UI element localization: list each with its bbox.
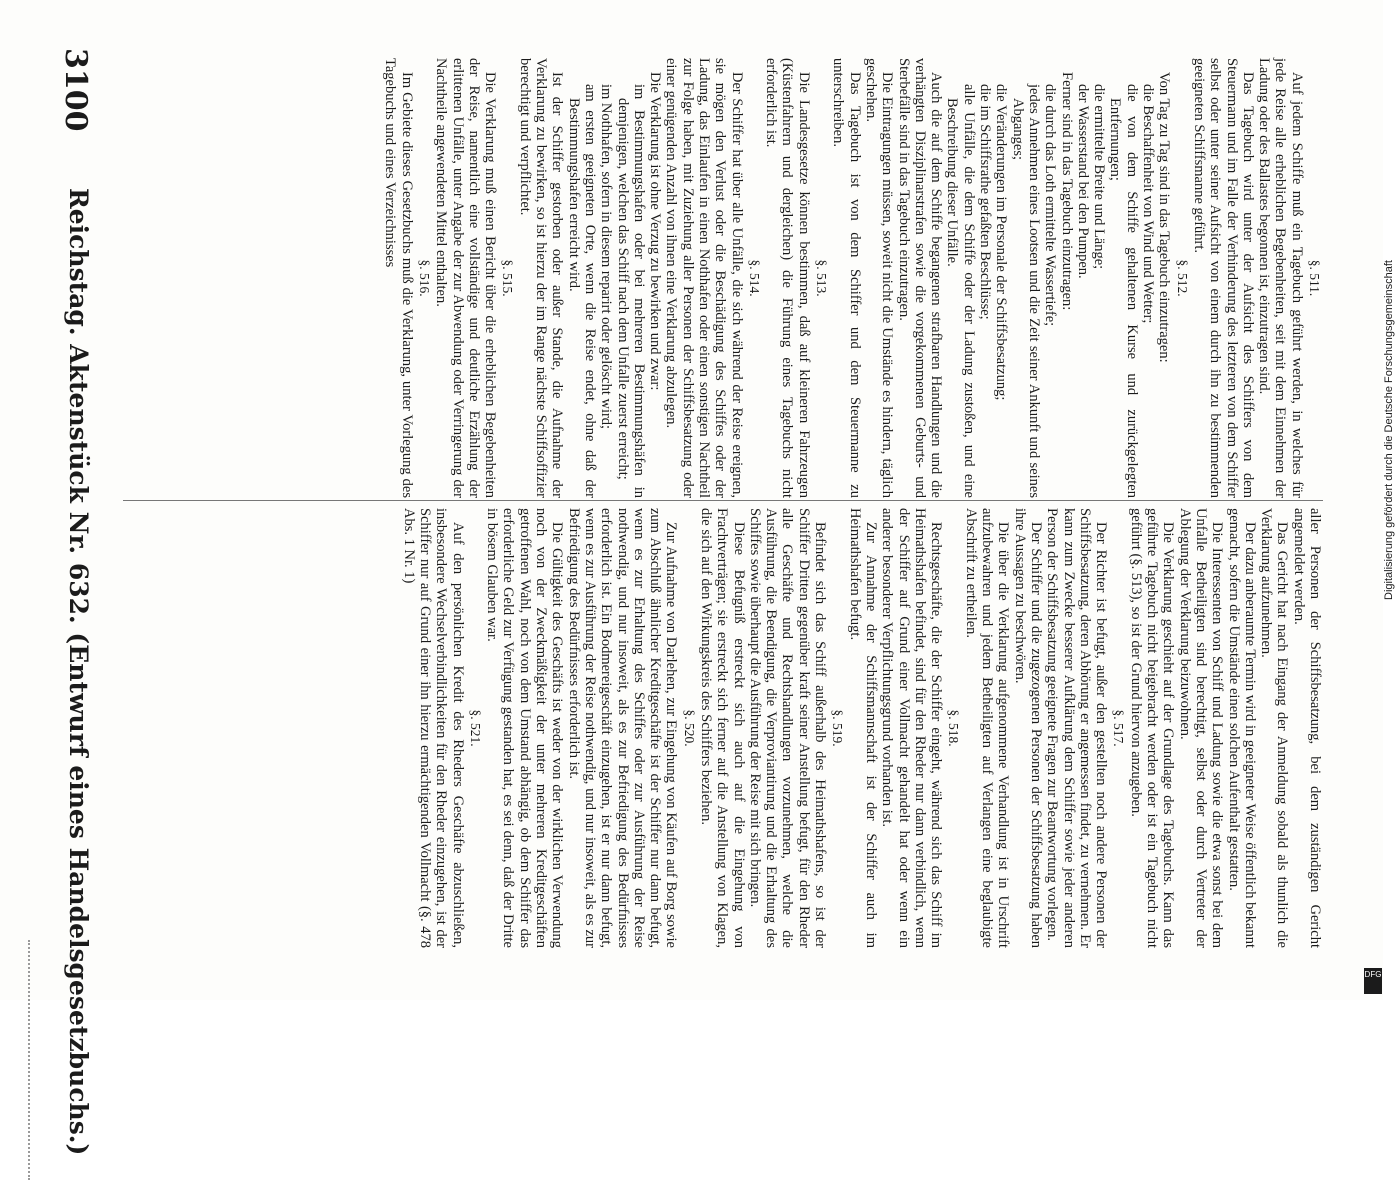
page-header xyxy=(41,48,101,1156)
paragraph: Die Verklarung muß einen Bericht über die erheblichen Begebenheiten der Reise, namentlich eine vollständige und deutliche Erzählung der erlittenen Unfälle, unter Angabe der zur Abwendung oder Verringerung der Nachtheile angewendeten Mittel enthalten. xyxy=(433,58,499,498)
paragraph: Auf den persönlichen Kredit des Rheders Geschäfte abzuschließen, insbesondere Wechselverbindlichkeiten für den Rheder einzugehen, ist der Schiffer nur auf Grund einer ihn hierzu ermächtigenden Vollmacht (§. 478 Abs. 1 Nr. 1) xyxy=(400,508,466,948)
paragraph: Auf jedem Schiffe muß ein Tagebuch geführt werden, in welches für jede Reise alle erheblichen Begebenheiten, seit mit dem Einnehmen der Ladung oder des Ballastes begonnen ist, einzutragen sind. xyxy=(1256,58,1305,498)
paragraph: die durch das Loth ermittelte Wassertiefe; xyxy=(1042,84,1059,327)
column-divider xyxy=(123,500,1323,501)
section-heading: §. 518. xyxy=(946,709,962,747)
section-heading: §. 514. xyxy=(746,259,762,297)
paragraph: aller Personen der Schiffsbesatzung, bei dem zuständigen Gericht angemeldet werden. xyxy=(1290,508,1323,948)
right-column xyxy=(400,508,1323,948)
paragraph: Zur Aufnahme von Darlehen, zur Eingehung von Käufen auf Borg sowie zum Abschluß ähnlicher Kreditgeschäfte ist der Schiffer nur dann befugt, wenn es zur Erhaltung des Schiffes oder zur Ausführung der Reise nothwendig, und nur insoweit, als es zur Befriedigung des Bedürfnisses erforderlich ist. Ein Bodmereigeschäft einzugehen, ist er nur dann befugt, wenn es zur Ausführung der Reise nothwendig, und nur insoweit, als es zur Befriedigung des Bedürfnisses erforderlich ist. xyxy=(565,508,680,948)
paragraph: die ermittelte Breite und Länge; xyxy=(1091,84,1108,270)
section-heading: §. 512. xyxy=(1174,259,1190,297)
paragraph: alle Unfälle, die dem Schiffe oder der Ladung zustoßen, und eine Beschreibung dieser Unfälle. xyxy=(944,84,977,498)
section-heading: §. 516. xyxy=(416,259,432,297)
left-column xyxy=(382,58,1323,498)
dfg-logo: DFG xyxy=(1364,968,1382,994)
section-heading: §. 521. xyxy=(467,709,483,747)
paragraph: Die Interessenten von Schiff und Ladung sowie die etwa sonst bei dem Unfalle Betheiligten sind berechtigt, selbst oder durch Vertreter der Ablegung der Verklarung beizuwohnen. xyxy=(1176,508,1226,948)
paragraph: die Veränderungen im Personale der Schiffsbesatzung; xyxy=(993,84,1010,401)
page-title: Reichstag. Aktenstück Nr. 632. (Entwurf eines Handelsgesetzbuchs.) xyxy=(64,188,93,1156)
paragraph: Ist der Schiffer gestorben oder außer Stande, die Aufnahme der Verklarung zu bewirken, so ist hierzu der im Range nächste Schiffsoffizier berechtigt und verpflichtet. xyxy=(516,58,566,498)
paragraph: der Wasserstand bei den Pumpen. xyxy=(1074,84,1091,279)
paragraph: im Bestimmungshafen oder bei mehreren Bestimmungshäfen in demjenigen, welchen das Schiff nach dem Unfalle zuerst erreicht; xyxy=(614,84,647,498)
section-heading: §. 519. xyxy=(830,709,846,747)
paragraph: jedes Annehmen eines Lootsen und die Zeit seiner Ankunft und seines Abganges; xyxy=(1009,84,1042,498)
paragraph: im Nothhafen, sofern in diesem reparirt oder gelöscht wird; xyxy=(598,84,615,430)
paragraph: Das Tagebuch ist von dem Schiffer und dem Steuermanne zu unterschreiben. xyxy=(830,58,863,498)
paragraph: Auch die auf dem Schiffe begangenen strafbaren Handlungen und die verhängten Disziplinarstrafen sowie die vorgekommenen Geburts- und Sterbefälle sind in das Tagebuch einzutragen. xyxy=(895,58,945,498)
paragraph: Die Verklarung geschieht auf der Grundlage des Tagebuchs. Kann das geführte Tagebuch nicht beigebracht werden oder ist ein Tagebuch nicht geführt (§. 513), so ist der Grund hiervon anzugeben. xyxy=(1127,508,1177,948)
section-heading: §. 517. xyxy=(1111,709,1127,747)
paragraph: die von dem Schiffe gehaltenen Kurse und zurückgelegten Entfernungen; xyxy=(1107,84,1140,498)
paragraph: Der Schiffer hat über alle Unfälle, die sich während der Reise ereignen, sie mögen den Verlust oder die Beschädigung des Schiffes oder der Ladung, das Einlaufen in einen Nothhafen oder einen sonstigen Nachtheil zur Folge haben, mit Zuziehung aller Personen der Schiffsbesatzung oder einer genügenden Anzahl von ihnen eine Verklarung abzulegen. xyxy=(663,58,745,498)
paragraph: Der dazu anberaumte Termin wird in geeigneter Weise öffentlich bekannt gemacht, sofern die Umstände einen solchen Aufenthalt gestatten. xyxy=(1225,508,1258,948)
paragraph: Die Eintragungen müssen, soweit nicht die Umstände es hindern, täglich geschehen. xyxy=(862,58,896,498)
section-heading: §. 513. xyxy=(814,259,830,297)
footer-credit-text: Digitalisierung gefördert durch die Deutsche Forschungsgemeinschaft xyxy=(1383,260,1395,600)
section-heading: §. 520. xyxy=(681,709,697,747)
paragraph: die im Schiffsrathe gefaßten Beschlüsse; xyxy=(977,84,994,320)
paragraph: Die Verklarung ist ohne Verzug zu bewirken und zwar: xyxy=(647,72,664,391)
paragraph: Zur Annahme der Schiffsmannschaft ist der Schiffer auch im Heimathshafen befugt. xyxy=(846,508,879,948)
section-heading: §. 511. xyxy=(1307,259,1322,297)
paragraph: Die Gültigkeit des Geschäfts ist weder von der wirklichen Verwendung noch von der Zweckmäßigkeit der unter mehreren Kreditgeschäften getroffenen Wahl, noch von dem Umstand abhängig, ob dem Schiffer das erforderliche Geld zur Verfügung gestanden hat, es sei denn, daß der Dritte in bösem Glauben war. xyxy=(484,508,566,948)
paragraph: am ersten geeigneten Orte, wenn die Reise endet, ohne daß der Bestimmungshafen erreicht wird. xyxy=(565,84,598,498)
paragraph: Von Tag zu Tag sind in das Tagebuch einzutragen: xyxy=(1156,72,1173,363)
paragraph: Ferner sind in das Tagebuch einzutragen: xyxy=(1058,72,1075,311)
paragraph: Das Tagebuch wird unter der Aufsicht des Schiffers von dem Steuermann und im Falle der Verhinderung des letzteren von dem Schiffer selbst oder unter seiner Aufsicht von einem durch ihn zu bestimmenden geeigneten Schiffsmanne geführt. xyxy=(1190,58,1256,498)
paragraph: Die Landesgesetze können bestimmen, daß auf kleineren Fahrzeugen (Küstenfahrern und dergleichen) die Führung eines Tagebuchs nicht erforderlich ist. xyxy=(763,58,812,498)
paragraph: Der Richter ist befugt, außer den gestellten noch andere Personen der Schiffsbesatzung, deren Abhörung er angemessen findet, zu vernehmen. Er kann zum Zwecke besserer Aufklärung dem Schiffer sowie jeder anderen Person der Schiffsbesatzung geeignete Fragen zur Beantwortung vorlegen. xyxy=(1044,508,1110,948)
paragraph: Befindet sich das Schiff außerhalb des Heimathshafens, so ist der Schiffer Dritten gegenüber kraft seiner Anstellung befugt, für den Rheder alle Geschäfte und Rechtshandlungen vorzunehmen, welche die Ausführung, die Beendigung, die Verproviantirung und die Erhaltung des Schiffes sowie überhaupt die Ausführung der Reise mit sich bringen. xyxy=(746,508,829,948)
page-number: 3100 xyxy=(58,48,93,132)
paragraph: Diese Befugniß erstreckt sich auch auf die Eingehung von Frachtverträgen; sie erstreckt sich ferner auf die Anstellung von Klagen, die sich auf den Wirkungskreis des Schiffers beziehen. xyxy=(698,508,747,948)
paragraph: Im Gebiete dieses Gesetzbuchs muß die Verklarung, unter Vorlegung des Tagebuchs und eines Verzeichnisses xyxy=(382,58,415,498)
paragraph: Der Schiffer und die zugezogenen Personen der Schiffsbesatzung haben ihre Aussagen zu beschwören. xyxy=(1011,508,1044,948)
section-heading: §. 515. xyxy=(500,259,516,297)
paragraph: Rechtsgeschäfte, die der Schiffer eingeht, während sich das Schiff im Heimathshafen befindet, sind für den Rheder nur dann verbindlich, wenn der Schiffer auf Grund einer Vollmacht gehandelt hat oder wenn ein anderer besonderer Verpflichtungsgrund vorhanden ist. xyxy=(879,508,945,948)
paragraph: Die über die Verklarung aufgenommene Verhandlung ist in Urschrift aufzubewahren und jedem Betheiligten auf Verlangen eine beglaubigte Abschrift zu ertheilen. xyxy=(962,508,1012,948)
paragraph: Das Gericht hat nach Eingang der Anmeldung sobald als thunlich die Verklarung aufzunehmen. xyxy=(1258,508,1291,948)
paragraph: die Beschaffenheit von Wind und Wetter; xyxy=(1140,84,1157,324)
